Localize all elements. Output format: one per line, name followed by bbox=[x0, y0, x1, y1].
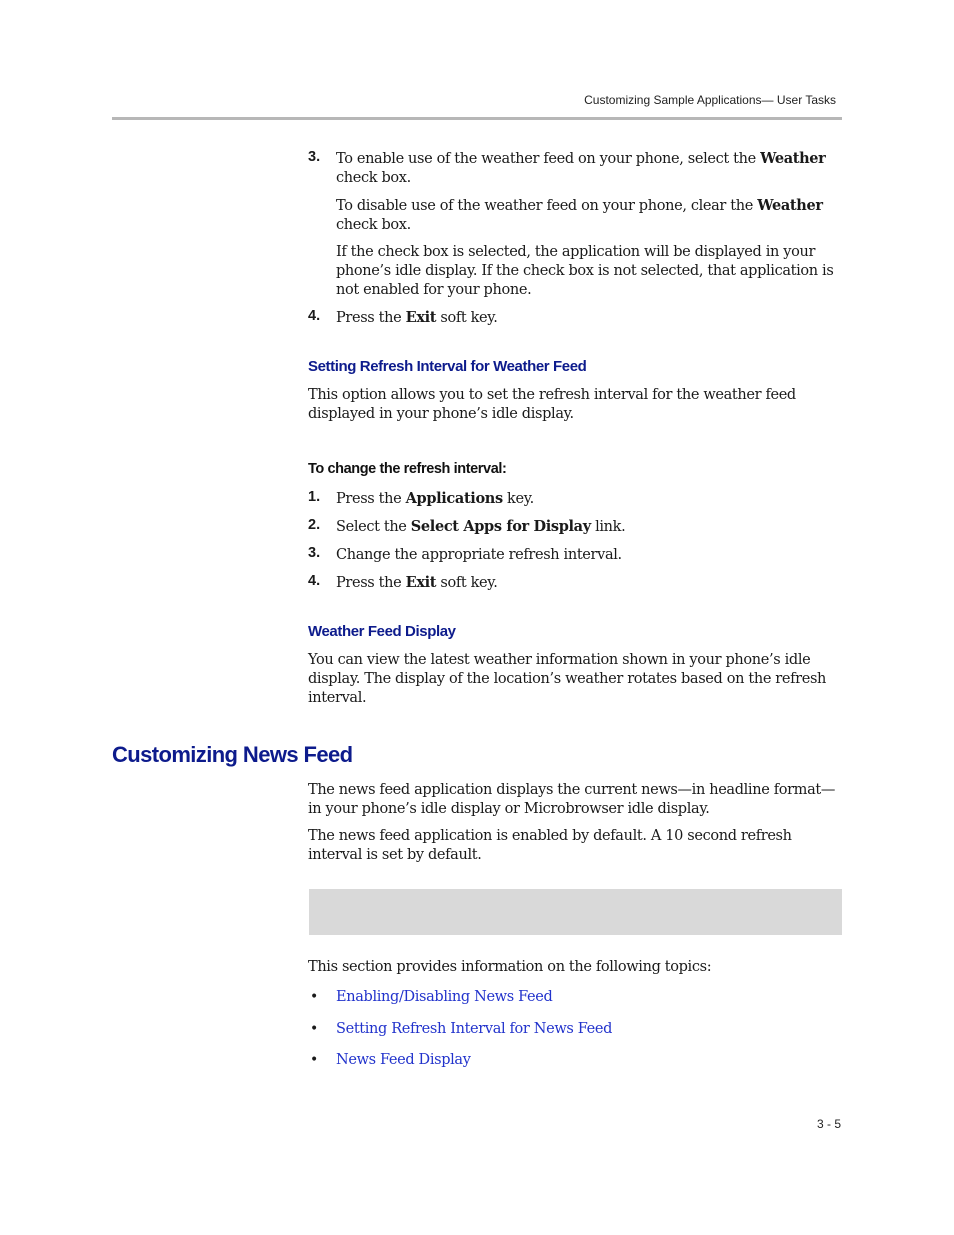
topic-link[interactable]: Setting Refresh Interval for News Feed bbox=[336, 1021, 613, 1037]
step-text: Press the Exit soft key. bbox=[336, 574, 498, 591]
paragraph: This option allows you to set the refresh interval for the weather feed displayed in your phone’s idle display. bbox=[308, 387, 796, 422]
bullet-icon: • bbox=[310, 1021, 319, 1037]
step-number: 3. bbox=[308, 149, 321, 165]
paragraph: You can view the latest weather information shown in your phone’s idle display. The display of the location’s weather rotates based on the refresh interval. bbox=[308, 652, 827, 706]
paragraph: This section provides information on the following topics: bbox=[308, 959, 712, 975]
section-title: Customizing News Feed bbox=[112, 742, 353, 767]
topic-link[interactable]: News Feed Display bbox=[336, 1052, 471, 1068]
step-number: 1. bbox=[308, 489, 321, 505]
step-number: 4. bbox=[308, 573, 321, 589]
step-text: Change the appropriate refresh interval. bbox=[336, 547, 622, 563]
bullet-icon: • bbox=[310, 1052, 319, 1068]
note-box bbox=[309, 889, 842, 935]
step-number: 2. bbox=[308, 517, 321, 533]
step-text: Press the Exit soft key. bbox=[336, 309, 498, 326]
topic-link[interactable]: Enabling/Disabling News Feed bbox=[336, 989, 553, 1005]
procedure-heading: To change the refresh interval: bbox=[308, 461, 507, 477]
step-note: If the check box is selected, the application will be displayed in your phone’s idle display. If the check box is not selected, that application is not enabled for your phone. bbox=[336, 244, 834, 298]
page-number: 3 - 5 bbox=[816, 1117, 841, 1131]
step-note: To disable use of the weather feed on your phone, clear the Weather check box. bbox=[336, 197, 823, 233]
paragraph: The news feed application is enabled by default. A 10 second refresh interval is set by default. bbox=[308, 828, 792, 863]
paragraph: The news feed application displays the current news—in headline format—in your phone’s idle display or Microbrowser idle display. bbox=[308, 782, 836, 817]
subsection-heading: Setting Refresh Interval for Weather Feed bbox=[308, 358, 587, 375]
subsection-heading: Weather Feed Display bbox=[308, 623, 456, 640]
header-rule bbox=[112, 117, 842, 120]
step-text: Press the Applications key. bbox=[336, 490, 534, 507]
step-number: 3. bbox=[308, 545, 321, 561]
bullet-icon: • bbox=[310, 989, 319, 1005]
running-header: Customizing Sample Applications— User Tasks bbox=[584, 93, 836, 107]
step-text: To enable use of the weather feed on your phone, select the Weather check box. bbox=[336, 150, 826, 186]
step-number: 4. bbox=[308, 308, 321, 324]
step-text: Select the Select Apps for Display link. bbox=[336, 518, 626, 535]
